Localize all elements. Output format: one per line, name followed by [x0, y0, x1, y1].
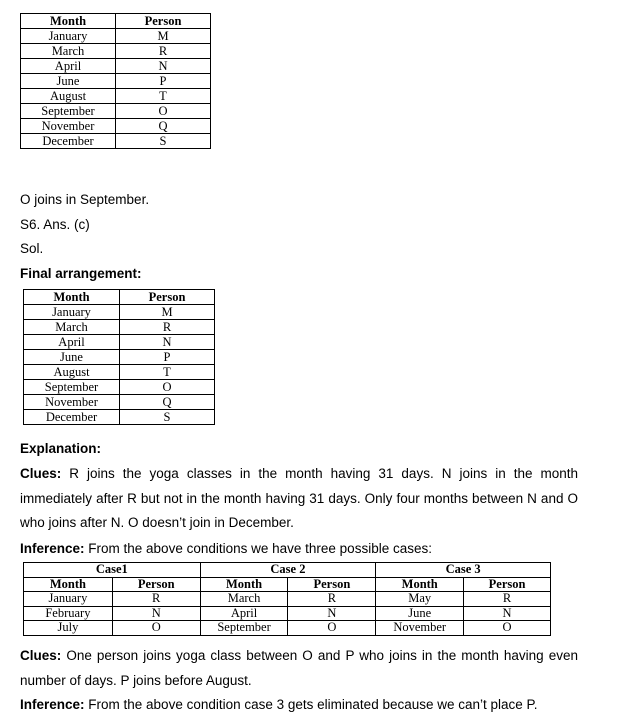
- table-row: [24, 320, 215, 335]
- table-row: [24, 380, 215, 395]
- cell-month: June: [24, 350, 120, 365]
- cell-person: N: [120, 335, 215, 350]
- cell-person: P: [116, 74, 211, 89]
- header-month: Month: [24, 290, 120, 305]
- inference-paragraph-2: [20, 696, 538, 714]
- header-person: Person: [116, 14, 211, 29]
- cell-person: N: [288, 606, 376, 621]
- cell-month: November: [376, 621, 464, 636]
- table-row: [24, 410, 215, 425]
- cell-month: September: [21, 104, 116, 119]
- cell-person: O: [120, 380, 215, 395]
- cell-person: N: [464, 606, 551, 621]
- cell-month: April: [21, 59, 116, 74]
- header-person: Person: [120, 290, 215, 305]
- table-row: [24, 305, 215, 320]
- cell-month: April: [24, 335, 120, 350]
- table-row: [21, 134, 211, 149]
- table-row: [24, 350, 215, 365]
- table-row: [21, 104, 211, 119]
- inference-label: Inference:: [20, 541, 85, 556]
- header-month: Month: [376, 577, 464, 592]
- cell-month: March: [200, 592, 288, 607]
- cell-month: December: [24, 410, 120, 425]
- cell-month: June: [21, 74, 116, 89]
- table-row: [21, 29, 211, 44]
- cell-person: R: [112, 592, 200, 607]
- table-row: [21, 59, 211, 74]
- cell-month: September: [24, 380, 120, 395]
- clues-label: Clues:: [20, 466, 62, 481]
- table-row: [21, 74, 211, 89]
- header-person: Person: [464, 577, 551, 592]
- inference-text: From the above condition case 3 gets eliminated because we can’t place P.: [84, 697, 538, 712]
- inference-paragraph-1: [20, 540, 432, 558]
- clues-paragraph-2: [20, 644, 578, 693]
- cell-person: N: [112, 606, 200, 621]
- cell-person: T: [116, 89, 211, 104]
- cell-person: O: [288, 621, 376, 636]
- o-joins-text: O joins in September.: [20, 192, 150, 207]
- clues-label: Clues:: [20, 648, 62, 663]
- header-person: Person: [112, 577, 200, 592]
- cell-person: R: [288, 592, 376, 607]
- cell-month: August: [24, 365, 120, 380]
- table-row: [21, 119, 211, 134]
- case-3-header: Case 3: [376, 563, 551, 578]
- table-row: [24, 365, 215, 380]
- cell-month: August: [21, 89, 116, 104]
- cell-person: T: [120, 365, 215, 380]
- cell-person: O: [112, 621, 200, 636]
- cell-person: N: [116, 59, 211, 74]
- cell-month: June: [376, 606, 464, 621]
- cell-month: January: [24, 592, 113, 607]
- cell-month: November: [21, 119, 116, 134]
- cases-subheader-row: [24, 577, 551, 592]
- clues-paragraph-1: [20, 462, 578, 536]
- s6-answer: S6. Ans. (c): [20, 217, 90, 232]
- cell-month: September: [200, 621, 288, 636]
- clues-text: One person joins yoga class between O and P who joins in the month having even number of days. P joins before August.: [20, 648, 578, 688]
- cell-month: April: [200, 606, 288, 621]
- cell-person: R: [116, 44, 211, 59]
- table-row: [24, 395, 215, 410]
- cell-month: January: [24, 305, 120, 320]
- cell-person: Q: [120, 395, 215, 410]
- explanation-heading: Explanation:: [20, 441, 102, 456]
- cell-month: December: [21, 134, 116, 149]
- table-row: [21, 44, 211, 59]
- cell-person: M: [120, 305, 215, 320]
- inference-label: Inference:: [20, 697, 85, 712]
- cell-person: P: [120, 350, 215, 365]
- table-row: [24, 606, 551, 621]
- cases-header-row: [24, 563, 551, 578]
- table-row: [21, 89, 211, 104]
- header-month: Month: [24, 577, 113, 592]
- sol-label: Sol.: [20, 241, 44, 256]
- cell-person: O: [464, 621, 551, 636]
- table-row: [24, 335, 215, 350]
- cell-person: S: [120, 410, 215, 425]
- cell-month: March: [21, 44, 116, 59]
- cell-person: O: [116, 104, 211, 119]
- table-header-row: [21, 14, 211, 29]
- cell-person: M: [116, 29, 211, 44]
- cell-month: February: [24, 606, 113, 621]
- cell-month: July: [24, 621, 113, 636]
- cell-person: R: [120, 320, 215, 335]
- clues-text: R joins the yoga classes in the month having 31 days. N joins in the month immediately after R but not in the month having 31 days. Only four months between N and O who joins after N. O doesn’t join in December.: [20, 466, 578, 530]
- cell-person: R: [464, 592, 551, 607]
- table-header-row: [24, 290, 215, 305]
- case-1-header: Case1: [24, 563, 201, 578]
- month-person-table-2: [23, 289, 215, 425]
- inference-text: From the above conditions we have three possible cases:: [84, 541, 432, 556]
- table-row: [24, 621, 551, 636]
- cell-month: November: [24, 395, 120, 410]
- table-row: [24, 592, 551, 607]
- cell-month: January: [21, 29, 116, 44]
- final-arrangement-heading: Final arrangement:: [20, 266, 142, 281]
- cell-month: May: [376, 592, 464, 607]
- header-month: Month: [21, 14, 116, 29]
- month-person-table-1: [20, 13, 211, 149]
- cases-table: [23, 562, 551, 636]
- cell-person: S: [116, 134, 211, 149]
- header-person: Person: [288, 577, 376, 592]
- case-2-header: Case 2: [200, 563, 376, 578]
- cell-person: Q: [116, 119, 211, 134]
- cell-month: March: [24, 320, 120, 335]
- header-month: Month: [200, 577, 288, 592]
